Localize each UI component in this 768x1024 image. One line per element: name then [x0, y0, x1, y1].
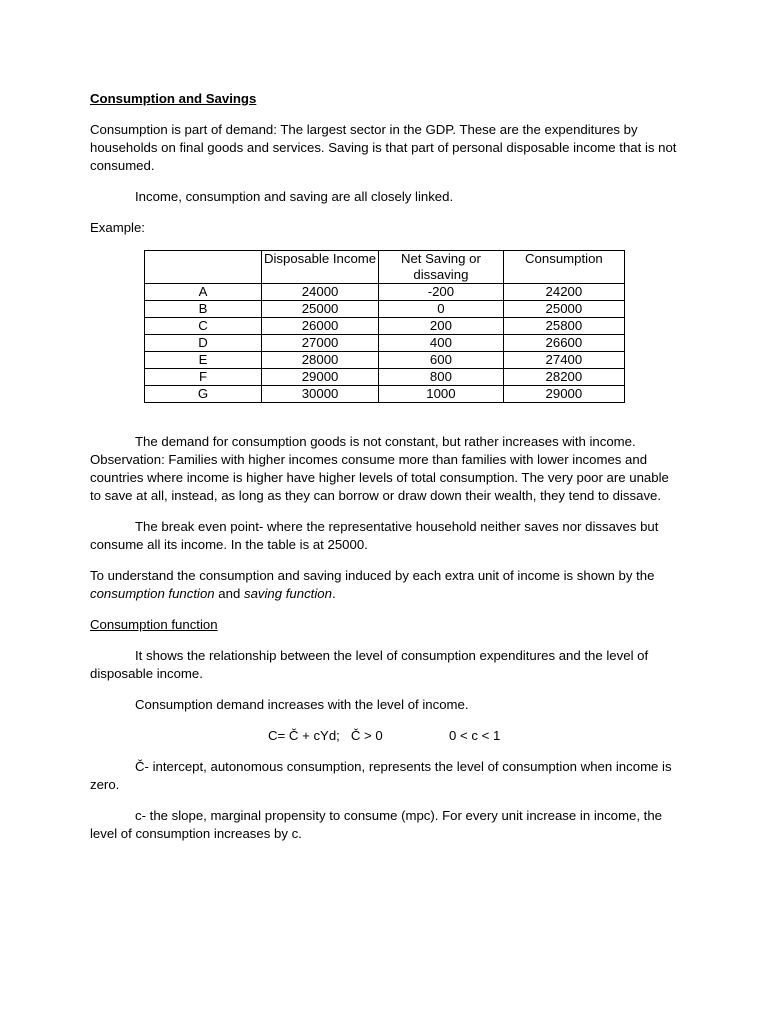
table-row: [145, 318, 625, 335]
table-cell: 26000: [262, 318, 379, 335]
functions-middle: and: [214, 586, 244, 601]
table-cell: G: [145, 386, 262, 403]
table-cell: 400: [379, 335, 504, 352]
formula-main: C= Č + cYd; Č > 0: [268, 728, 383, 743]
consumption-function-term: consumption function: [90, 586, 215, 601]
income-table: [144, 250, 625, 403]
table-cell: D: [145, 335, 262, 352]
table-cell: 28200: [503, 369, 624, 386]
table-header-cell: Net Saving or dissaving: [379, 251, 504, 284]
table-cell: 1000: [379, 386, 504, 403]
functions-prefix: To understand the consumption and saving induced by each extra unit of income is shown by the: [90, 568, 655, 583]
table-cell: 30000: [262, 386, 379, 403]
table-row: [145, 386, 625, 403]
table-header-row: [145, 251, 625, 284]
table-header-cell: Disposable Income: [262, 251, 379, 284]
table-cell: 600: [379, 352, 504, 369]
break-even-paragraph: The break even point- where the representative household neither saves nor dissaves but consume all its income. In the table is at 25000.: [90, 519, 659, 552]
formula-condition: 0 < c < 1: [449, 728, 501, 743]
table-row: [145, 369, 625, 386]
intercept-paragraph: Č- intercept, autonomous consumption, represents the level of consumption when income is zero.: [90, 759, 672, 792]
table-cell: 0: [379, 301, 504, 318]
table-cell: 24200: [503, 284, 624, 301]
table-cell: 29000: [262, 369, 379, 386]
table-header-cell: Consumption: [503, 251, 624, 284]
table-cell: 25800: [503, 318, 624, 335]
consumption-formula: [90, 727, 680, 745]
table-cell: 25000: [503, 301, 624, 318]
functions-suffix: .: [331, 586, 336, 601]
relationship-paragraph: It shows the relationship between the level of consumption expenditures and the level of disposable income.: [90, 648, 649, 681]
example-label: Example:: [90, 220, 145, 235]
intro-paragraph: Consumption is part of demand: The largest sector in the GDP. These are the expenditures by households on final goods and services. Saving is that part of personal disposable income that is not consumed.: [90, 122, 677, 173]
table-row: [145, 284, 625, 301]
table-cell: 29000: [503, 386, 624, 403]
linked-paragraph: Income, consumption and saving are all closely linked.: [135, 189, 454, 204]
table-cell: 200: [379, 318, 504, 335]
table-cell: 27000: [262, 335, 379, 352]
table-row: [145, 335, 625, 352]
saving-function-term: saving function: [243, 586, 332, 601]
demand-paragraph: The demand for consumption goods is not constant, but rather increases with income. Observation: Families with higher incomes consume more than families with lower incomes and countries where income is higher have higher levels of total consumption. The very poor are unable to save at all, instead, as long as they can borrow or draw down their wealth, they tend to dissave.: [90, 434, 669, 503]
table-cell: 24000: [262, 284, 379, 301]
table-cell: 26600: [503, 335, 624, 352]
section-heading: Consumption function: [90, 617, 218, 632]
document-title: Consumption and Savings: [90, 91, 257, 106]
table-cell: F: [145, 369, 262, 386]
table-cell: B: [145, 301, 262, 318]
table-cell: E: [145, 352, 262, 369]
functions-paragraph: [90, 567, 680, 603]
table-header-cell: [145, 251, 262, 284]
table-cell: 27400: [503, 352, 624, 369]
table-row: [145, 301, 625, 318]
table-cell: 28000: [262, 352, 379, 369]
table-row: [145, 352, 625, 369]
table-cell: A: [145, 284, 262, 301]
demand-increase-paragraph: Consumption demand increases with the level of income.: [135, 697, 469, 712]
table-cell: -200: [379, 284, 504, 301]
table-cell: 25000: [262, 301, 379, 318]
slope-paragraph: c- the slope, marginal propensity to consume (mpc). For every unit increase in income, the level of consumption increases by c.: [90, 808, 662, 841]
table-cell: 800: [379, 369, 504, 386]
document-page: [90, 90, 680, 843]
table-cell: C: [145, 318, 262, 335]
